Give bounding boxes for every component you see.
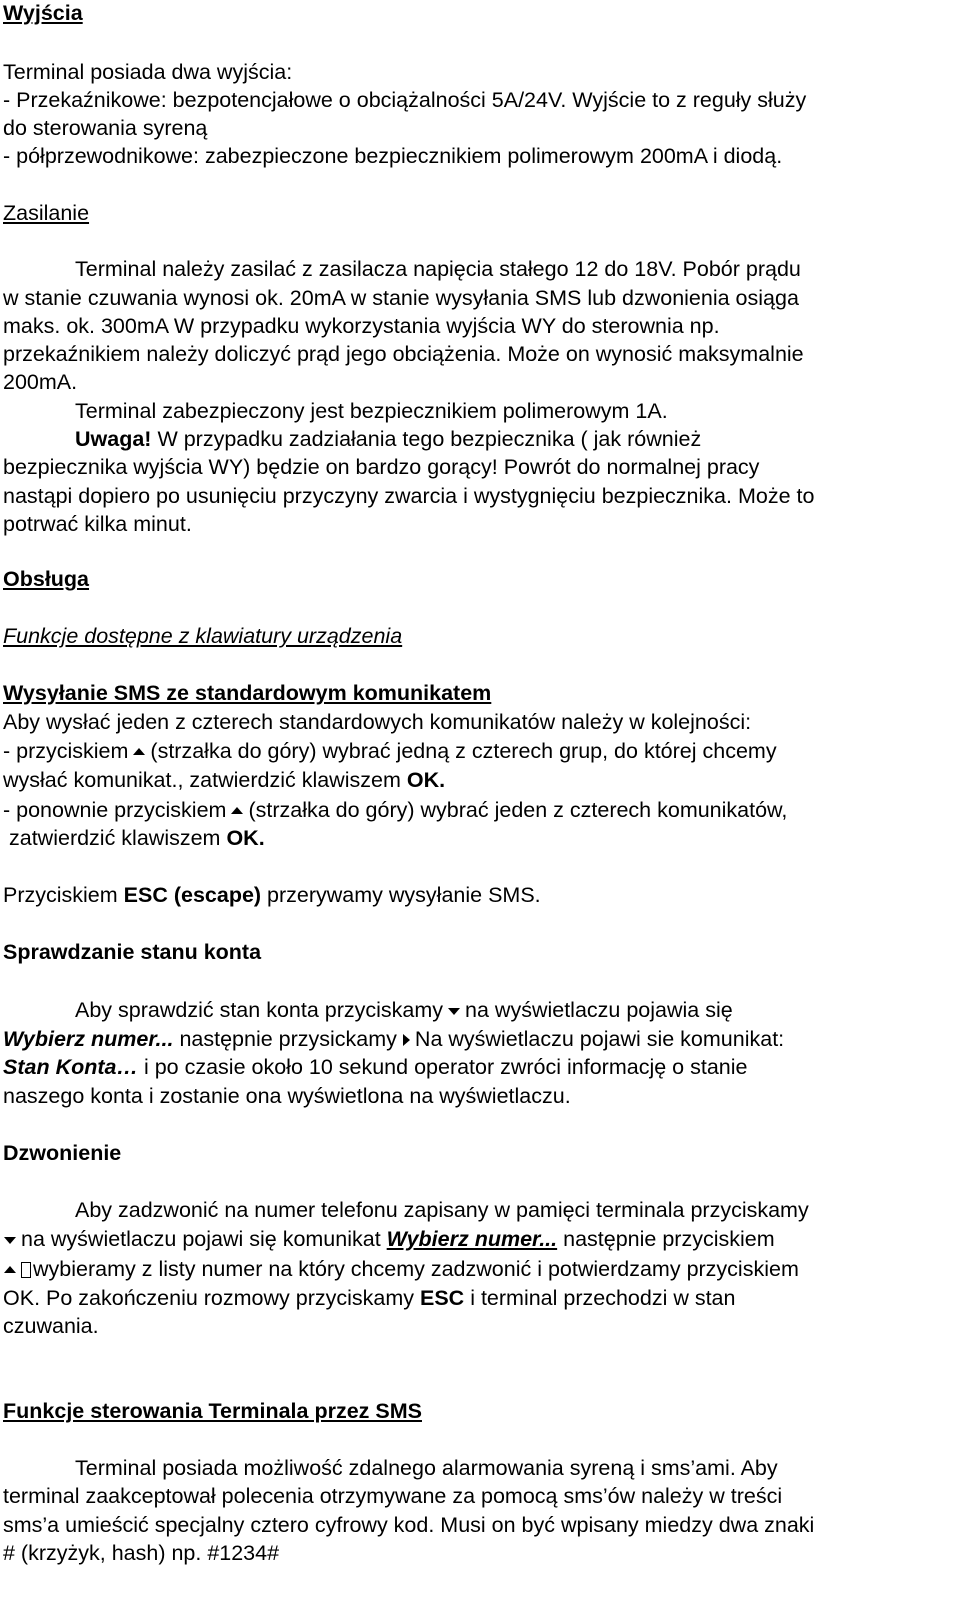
- paragraph-line: # (krzyżyk, hash) np. #1234#: [3, 1541, 280, 1565]
- heading-dzwonienie: Dzwonienie: [3, 1141, 122, 1165]
- paragraph-line: Aby zadzwonić na numer telefonu zapisany w pamięci terminala przyciskamy: [75, 1198, 809, 1222]
- text-span: wybieramy z listy numer na który chcemy zadzwonić i potwierdzamy przyciskiem: [33, 1257, 799, 1281]
- ok-key-label: OK.: [226, 826, 265, 850]
- uwaga-label: Uwaga!: [75, 427, 152, 451]
- section-title-obsluga: Obsługa: [3, 567, 90, 591]
- text-span: Na wyświetlaczu pojawi sie komunikat:: [414, 1027, 785, 1051]
- paragraph-line: sms’a umieścić specjalny cztero cyfrowy kod. Musi on być wpisany miedzy dwa znaki: [3, 1513, 815, 1537]
- text-span: zatwierdzić klawiszem: [9, 826, 227, 850]
- paragraph-line: - półprzewodnikowe: zabezpieczone bezpiecznikiem polimerowym 200mA i diodą.: [3, 144, 783, 168]
- paragraph-line: Terminal należy zasilać z zasilacza napięcia stałego 12 do 18V. Pobór prądu: [75, 257, 801, 281]
- display-message: Stan Konta…: [3, 1055, 138, 1079]
- text-span: Przyciskiem: [3, 883, 124, 907]
- section-title-zasilanie: Zasilanie: [3, 201, 90, 225]
- paragraph-line: maks. ok. 300mA W przypadku wykorzystania wyjścia WY do sterownia np.: [3, 314, 720, 338]
- paragraph-line: Terminal posiada możliwość zdalnego alarmowania syreną i sms’ami. Aby: [75, 1456, 778, 1480]
- text-span: wysłać komunikat., zatwierdzić klawiszem: [3, 768, 407, 792]
- paragraph-line: 200mA.: [3, 370, 78, 394]
- paragraph-line: Aby wysłać jeden z czterech standardowych komunikatów należy w kolejności:: [3, 710, 752, 734]
- arrow-down-icon: [3, 1235, 17, 1245]
- paragraph-line: [3, 885, 541, 907]
- text-span: OK. Po zakończeniu rozmowy przyciskamy: [3, 1286, 420, 1310]
- paragraph-line: w stanie czuwania wynosi ok. 20mA w stanie wysyłania SMS lub dzwonienia osiąga: [3, 286, 799, 310]
- text-span: na wyświetlaczu pojawi się komunikat: [21, 1227, 387, 1251]
- text-span: - ponownie przyciskiem: [3, 798, 227, 822]
- paragraph-line: [3, 1029, 784, 1051]
- arrow-down-icon: [447, 1006, 461, 1016]
- display-message: Wybierz numer...: [386, 1227, 558, 1251]
- paragraph-line: [3, 1259, 799, 1281]
- uwaga-text: W przypadku zadziałania tego bezpiecznika ( jak również: [151, 427, 702, 451]
- arrow-up-icon: [3, 1265, 17, 1275]
- paragraph-line: [3, 741, 777, 763]
- missing-glyph-icon: [21, 1262, 31, 1278]
- paragraph-line: [3, 770, 445, 792]
- paragraph-line: [3, 1057, 747, 1079]
- arrow-up-icon: [132, 747, 146, 757]
- text-span: przerywamy wysyłanie SMS.: [261, 883, 541, 907]
- arrow-up-icon: [230, 806, 244, 816]
- text-span: na wyświetlaczu pojawia się: [465, 998, 733, 1022]
- paragraph-line: terminal zaakceptował polecenia otrzymywane za pomocą sms’ów należy w treści: [3, 1484, 783, 1508]
- esc-key-label: ESC (escape): [123, 883, 262, 907]
- heading-konto: Sprawdzanie stanu konta: [3, 940, 262, 964]
- arrow-right-icon: [401, 1035, 411, 1045]
- paragraph-line: [3, 800, 787, 822]
- heading-sms: Wysyłanie SMS ze standardowym komunikatem: [3, 681, 492, 705]
- paragraph-line: Terminal zabezpieczony jest bezpiecznikiem polimerowym 1A.: [75, 399, 668, 423]
- text-span: i po czasie około 10 sekund operator zwróci informację o stanie: [137, 1055, 748, 1079]
- section-title-wyjscia: Wyjścia: [3, 1, 83, 25]
- paragraph-line: naszego konta i zostanie ona wyświetlona na wyświetlaczu.: [3, 1084, 571, 1108]
- text-span: (strzałka do góry) wybrać jedną z czterech grup, do której chcemy: [150, 739, 777, 763]
- uwaga-line: [75, 429, 701, 451]
- text-span: (strzałka do góry) wybrać jeden z czterech komunikatów,: [248, 798, 788, 822]
- paragraph-line: przekaźnikiem należy doliczyć prąd jego obciążenia. Może on wynosić maksymalnie: [3, 342, 804, 366]
- paragraph-line: [75, 1000, 733, 1022]
- paragraph-line: - Przekaźnikowe: bezpotencjałowe o obciążalności 5A/24V. Wyjście to z reguły służy: [3, 88, 807, 112]
- text-span: następnie przysickamy: [173, 1027, 397, 1051]
- esc-key-label: ESC: [420, 1286, 465, 1310]
- text-span: następnie przyciskiem: [557, 1227, 775, 1251]
- paragraph-line: czuwania.: [3, 1314, 99, 1338]
- section-title-funkcje-sms: Funkcje sterowania Terminala przez SMS: [3, 1399, 422, 1423]
- paragraph-line: [3, 1229, 775, 1251]
- paragraph-line: [9, 828, 265, 850]
- paragraph-line: Terminal posiada dwa wyjścia:: [3, 60, 293, 84]
- paragraph-line: potrwać kilka minut.: [3, 512, 192, 536]
- display-message: Wybierz numer...: [3, 1027, 174, 1051]
- text-span: i terminal przechodzi w stan: [464, 1286, 736, 1310]
- section-subtitle: Funkcje dostępne z klawiatury urządzenia: [3, 624, 403, 648]
- paragraph-line: nastąpi dopiero po usunięciu przyczyny zwarcia i wystygnięciu bezpiecznika. Może to: [3, 484, 815, 508]
- paragraph-line: bezpiecznika wyjścia WY) będzie on bardzo gorący! Powrót do normalnej pracy: [3, 455, 760, 479]
- text-span: - przyciskiem: [3, 739, 129, 763]
- text-span: Aby sprawdzić stan konta przyciskamy: [75, 998, 444, 1022]
- paragraph-line: do sterowania syreną: [3, 116, 208, 140]
- ok-key-label: OK.: [406, 768, 446, 792]
- paragraph-line: [3, 1288, 735, 1310]
